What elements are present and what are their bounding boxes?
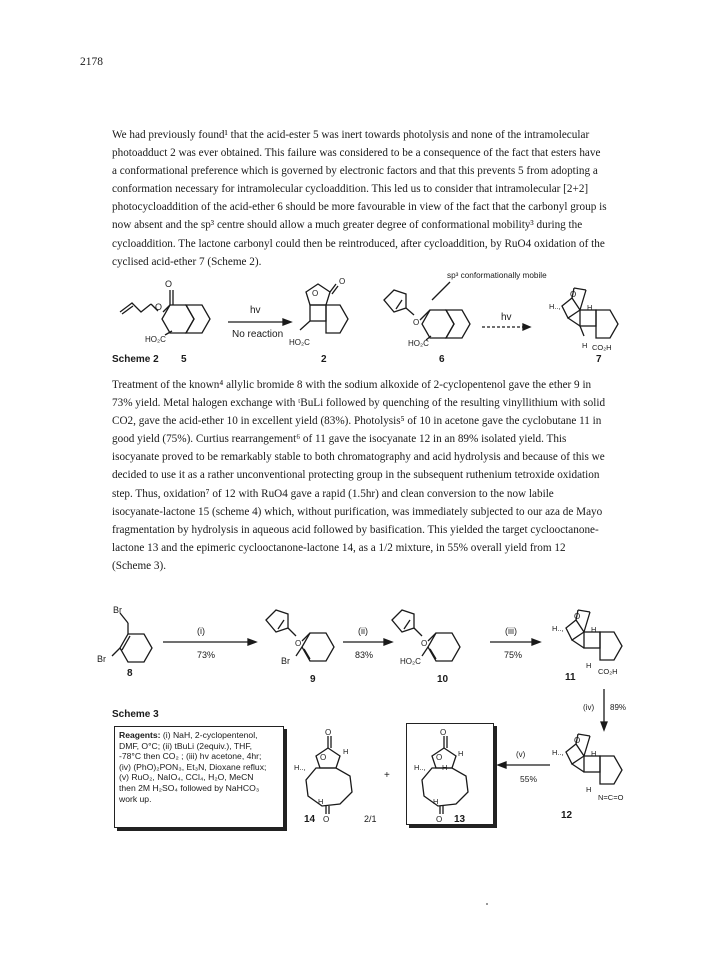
svg-text:75%: 75%	[504, 650, 523, 660]
svg-text:O: O	[312, 289, 319, 298]
svg-text:(iii): (iii)	[505, 626, 517, 636]
svg-text:Br: Br	[281, 656, 290, 666]
compound-number: 10	[437, 674, 449, 685]
product-ratio: 2/1	[364, 814, 377, 824]
compound-number: 13	[454, 814, 466, 825]
svg-text:(v): (v)	[516, 750, 526, 759]
text-line: decided to use it as a rather unconventional protecting group in the subsequent ruthenium tetroxide oxidation	[112, 469, 600, 482]
svg-text:O: O	[436, 815, 443, 824]
compound-number: 9	[310, 674, 316, 685]
svg-text:H..,: H..,	[552, 624, 564, 633]
svg-text:H: H	[433, 797, 439, 806]
svg-text:H: H	[318, 797, 324, 806]
compound-2-structure	[300, 284, 348, 333]
svg-text:O: O	[574, 736, 581, 745]
reagents-heading: Reagents:	[119, 730, 161, 740]
svg-text:O: O	[440, 728, 447, 737]
svg-text:O: O	[436, 753, 443, 762]
svg-text:O: O	[421, 639, 428, 648]
atom-label: O	[165, 279, 173, 289]
text-line: Treatment of the known⁴ allylic bromide 8 with the sodium alkoxide of 2-cyclopentenol gave the ether 9 in	[112, 379, 592, 391]
text-line: 73% yield. Metal halogen exchange with ᵗBuLi followed by quenching of the resulting vinyllithium with solid	[112, 397, 606, 410]
svg-text:O: O	[413, 318, 420, 327]
sp3-annotation: sp³ conformationally mobile	[447, 271, 547, 280]
compound-number: 11	[565, 672, 576, 683]
svg-text:O: O	[155, 302, 163, 312]
svg-text:HO₂C: HO₂C	[145, 335, 166, 344]
svg-text:H..,: H..,	[294, 763, 306, 772]
svg-text:O: O	[325, 728, 332, 737]
svg-text:H: H	[587, 303, 593, 312]
reagents-line: -78°C then CO₂ ; (iii) hv acetone, 4hr;	[119, 751, 262, 762]
svg-text:55%: 55%	[520, 774, 538, 784]
compound-number: 7	[596, 354, 602, 365]
text-line: good yield (75%). Curtius rearrangement⁶ of 11 gave the isocyanate 12 in an 89% isolated yield. This	[112, 433, 567, 446]
svg-text:(iv): (iv)	[583, 703, 595, 712]
text-line: now absent and the sp³ centre should allow a much greater degree of conformational mobility³ during the	[112, 219, 583, 232]
reagents-line: (i) NaH, 2-cyclopentenol,	[160, 730, 258, 740]
scheme-2-title: Scheme 2	[112, 354, 159, 365]
svg-text:O: O	[320, 753, 327, 762]
text-line: (Scheme 3).	[112, 559, 167, 572]
svg-text:H: H	[458, 749, 464, 758]
svg-text:H: H	[582, 341, 588, 350]
svg-text:(ii): (ii)	[358, 626, 368, 636]
compound-10-structure	[392, 610, 460, 661]
svg-text:O: O	[339, 277, 346, 286]
svg-text:83%: 83%	[355, 650, 374, 660]
svg-text:H: H	[591, 749, 597, 758]
text-line: lactone 13 and the epimeric cyclooctanone-lactone 14, as a 1/2 mixture, in 55% overall yield from 12	[112, 541, 566, 554]
svg-text:H: H	[442, 763, 448, 772]
svg-text:HO₂C: HO₂C	[289, 338, 310, 347]
svg-text:HO₂C: HO₂C	[408, 339, 429, 348]
scan-artifact	[486, 903, 488, 905]
text-line: photocycloaddition of the acid-ether 6 should be more favourable in view of the fact that the carbonyl group is	[112, 201, 607, 214]
svg-text:(i): (i)	[197, 626, 205, 636]
svg-text:H..,: H..,	[549, 302, 561, 311]
svg-text:CO₂H: CO₂H	[592, 343, 612, 352]
compound-number: 5	[181, 354, 187, 365]
svg-text:O: O	[295, 639, 302, 648]
text-line: cyclised acid-ether 7 (Scheme 2).	[112, 255, 262, 268]
compound-number: 8	[127, 668, 133, 679]
annotation-pointer	[432, 282, 450, 300]
plus-sign: +	[384, 770, 390, 781]
text-line: isocyanate proved to be remarkably stable to both chromatography and acid hydrolysis and because of this we	[112, 451, 605, 464]
svg-text:O: O	[323, 815, 330, 824]
text-line: a conformational preference which is governed by electronic factors and that this prevents 5 from adopting a	[112, 165, 598, 178]
svg-text:H..,: H..,	[552, 748, 564, 757]
svg-text:O: O	[574, 612, 581, 621]
svg-text:Br: Br	[97, 654, 106, 664]
text-line: photoadduct 2 was ever obtained. This failure was considered to be a consequence of the fact that esters have	[112, 147, 601, 160]
compound-number: 2	[321, 354, 327, 365]
compound-5-structure	[120, 290, 210, 335]
compound-number: 6	[439, 354, 445, 365]
text-line: fragmentation by hydrolysis in aqueous acid followed by basification. This yielded the target cyclooctanone-	[112, 523, 599, 536]
svg-text:hv: hv	[250, 305, 261, 316]
reagents-line: (v) RuO₂, NaIO₄, CCl₄, H₂O, MeCN	[119, 772, 254, 783]
reagents-box	[114, 726, 284, 828]
svg-text:O: O	[570, 290, 577, 299]
reagents-line: then 2M H₂SO₄ followed by NaHCO₃	[119, 782, 260, 793]
text-line: We had previously found¹ that the acid-ester 5 was inert towards photolysis and none of the intramolecular	[112, 129, 590, 141]
text-line: CO2, gave the acid-ether 10 in excellent yield (83%). Photolysis⁵ of 10 in acetone gave the cyclobutane 11 in	[112, 415, 602, 428]
page-number: 2178	[80, 56, 103, 68]
svg-text:73%: 73%	[197, 650, 216, 660]
target-compound-box	[406, 723, 494, 825]
reagents-line: work up.	[119, 793, 152, 804]
text-line: isocyanate-lactone 15 (scheme 4) which, without purification, was immediately subjected to our aza de Mayo	[112, 505, 603, 518]
reagents-line: DMF, O°C; (ii) tBuLi (2equiv.), THF,	[119, 740, 252, 751]
compound-8-structure	[112, 613, 152, 662]
svg-text:H: H	[586, 661, 592, 670]
svg-text:H..,: H..,	[414, 763, 426, 772]
compound-number: 14	[304, 814, 316, 825]
svg-text:H: H	[586, 785, 592, 794]
text-line: cycloaddition. The lactone carbonyl could then be reintroduced, after cycloaddition, by RuO4 oxidation of the	[112, 237, 605, 250]
svg-text:H: H	[343, 747, 349, 756]
svg-text:N=C=O: N=C=O	[598, 793, 624, 802]
svg-text:89%: 89%	[610, 703, 627, 712]
compound-6-structure	[384, 290, 470, 340]
text-line: conformation necessary for intramolecular cycloaddition. This led us to consider that intramolecular [2+2]	[112, 183, 589, 196]
svg-text:HO₂C: HO₂C	[400, 657, 421, 666]
svg-text:H: H	[591, 625, 597, 634]
paragraph-synthesis	[112, 376, 622, 575]
compound-number: 12	[561, 810, 573, 821]
scheme-3-title: Scheme 3	[112, 709, 159, 720]
reagents-line: (iv) (PhO)₂PON₃, Et₃N, Dioxane reflux;	[119, 761, 267, 772]
svg-text:Br: Br	[113, 605, 122, 615]
svg-text:hv: hv	[501, 312, 512, 323]
svg-text:No reaction: No reaction	[232, 329, 284, 340]
text-line: step. Thus, oxidation⁷ of 12 with RuO4 gave a rapid (1.5hr) and clean conversion to the now labile	[112, 487, 554, 500]
compound-9-structure	[266, 610, 334, 661]
svg-text:CO₂H: CO₂H	[598, 667, 618, 676]
